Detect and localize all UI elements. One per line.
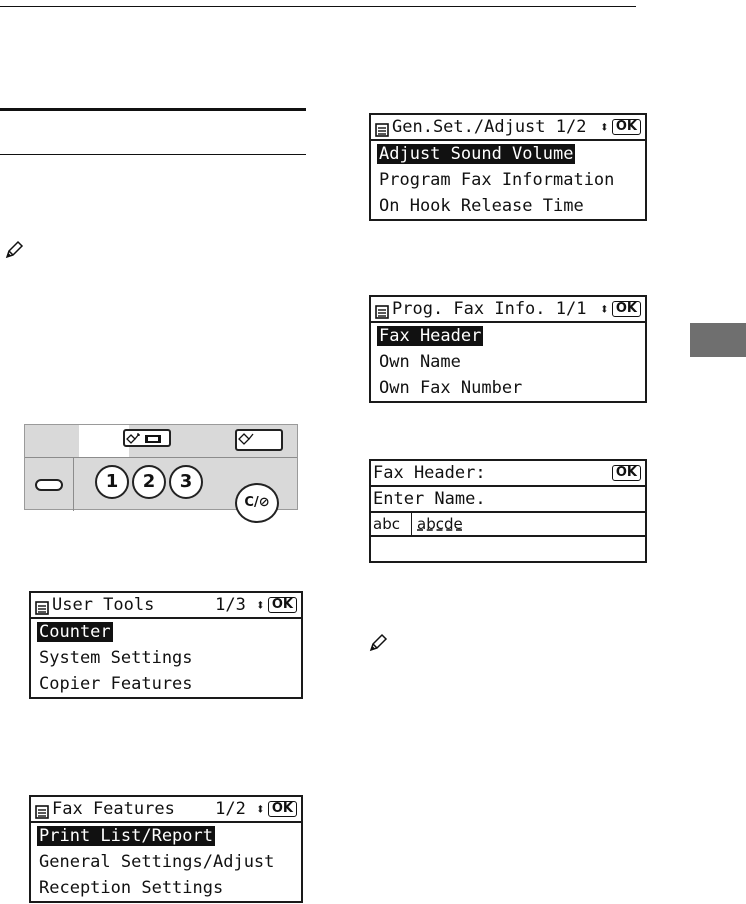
note-pencil-icon — [4, 240, 24, 260]
ok-button[interactable]: OK — [612, 119, 641, 135]
clear-stop-key[interactable]: C/⊘ — [235, 483, 279, 523]
scroll-updown-icon: ⬍ — [255, 800, 265, 818]
oval-button[interactable] — [35, 479, 63, 491]
scroll-updown-icon: ⬍ — [599, 300, 609, 318]
page-indicator: 1/1 — [555, 299, 587, 319]
menu-item-own-fax-number[interactable]: Own Fax Number — [379, 378, 523, 398]
input-mode: abc — [371, 513, 412, 535]
ok-button[interactable]: OK — [268, 801, 297, 817]
ok-button[interactable]: OK — [268, 597, 297, 613]
ok-button[interactable]: OK — [612, 301, 641, 317]
section-rule-thin — [0, 154, 306, 155]
user-tools-counter-key[interactable] — [123, 429, 171, 447]
note-pencil-icon — [368, 633, 388, 653]
screen-title: Prog. Fax Info. 1/1 — [392, 299, 587, 319]
menu-icon — [35, 802, 49, 816]
number-key-2[interactable]: 2 — [132, 465, 166, 499]
menu-icon — [35, 598, 49, 612]
screen-title: Fax Header: — [373, 463, 486, 483]
page-indicator: 1/2 — [555, 117, 587, 137]
section-rule-thick — [0, 108, 306, 111]
top-rule — [0, 6, 636, 7]
ok-button[interactable]: OK — [612, 465, 641, 481]
lcd-prog-fax-info — [369, 295, 647, 403]
lcd-user-tools — [29, 591, 303, 699]
entry-blank-row — [369, 537, 647, 563]
number-key-1[interactable]: 1 — [95, 465, 129, 499]
menu-item-system-settings[interactable]: System Settings — [39, 648, 193, 668]
menu-icon — [375, 302, 389, 316]
function-key[interactable] — [235, 429, 283, 451]
function-icon — [237, 431, 257, 447]
menu-item-general-settings-adjust[interactable]: General Settings/Adjust — [39, 852, 275, 872]
screen-title: Gen.Set./Adjust 1/2 — [392, 117, 587, 137]
lcd-fax-features — [29, 795, 303, 903]
user-tools-icon — [125, 432, 169, 446]
page-indicator: 1/2 — [215, 799, 246, 819]
lcd-gen-set-adjust — [369, 113, 647, 221]
menu-item-on-hook-release-time[interactable]: On Hook Release Time — [379, 196, 584, 216]
entry-prompt: Enter Name. — [369, 487, 647, 511]
scroll-updown-icon: ⬍ — [255, 596, 265, 614]
menu-item-copier-features[interactable]: Copier Features — [39, 674, 193, 694]
header-name-input[interactable]: abcde — [417, 515, 463, 533]
screen-title: User Tools — [52, 595, 155, 615]
menu-item-reception-settings[interactable]: Reception Settings — [39, 878, 224, 898]
chapter-tab-marker — [690, 323, 746, 357]
scroll-updown-icon: ⬍ — [599, 118, 609, 136]
menu-item-own-name[interactable]: Own Name — [379, 352, 461, 372]
lcd-fax-header-entry — [369, 459, 647, 567]
screen-title: Fax Features — [52, 799, 175, 819]
menu-item-counter[interactable]: Counter — [39, 622, 111, 642]
menu-item-fax-header[interactable]: Fax Header — [379, 326, 482, 346]
control-panel-illustration — [24, 424, 298, 510]
menu-item-program-fax-information[interactable]: Program Fax Information — [379, 170, 615, 190]
menu-item-adjust-sound-volume[interactable]: Adjust Sound Volume — [379, 144, 574, 164]
menu-icon — [375, 120, 389, 134]
number-key-3[interactable]: 3 — [169, 465, 203, 499]
page-indicator: 1/3 — [215, 595, 246, 615]
menu-item-print-list-report[interactable]: Print List/Report — [39, 826, 213, 846]
entry-row — [369, 511, 647, 537]
